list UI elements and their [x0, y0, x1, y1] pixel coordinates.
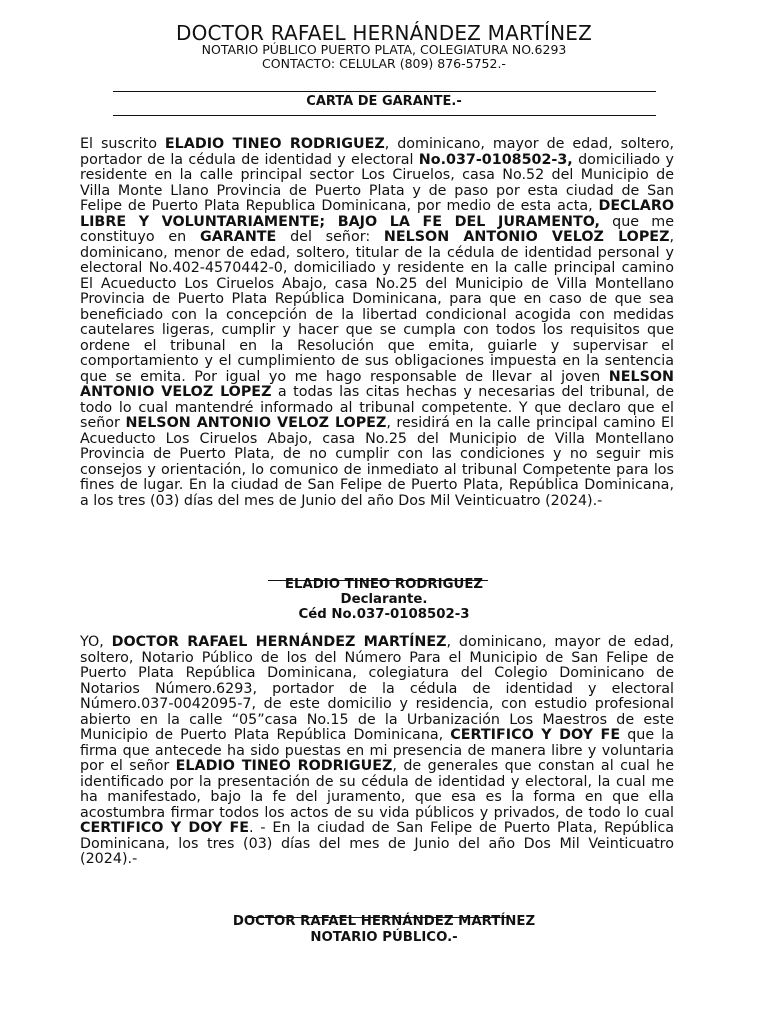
bold-text-run: NELSON ANTONIO VELOZ LOPEZ — [383, 229, 670, 245]
notary-signature-role: NOTARIO PÚBLICO.- — [310, 930, 458, 945]
header-rule-bottom — [113, 115, 656, 116]
text-run: , dominicano, mayor de edad, soltero, portador de la cédula de identidad y electoral — [80, 136, 674, 168]
bold-text-run: DOCTOR RAFAEL HERNÁNDEZ MARTÍNEZ — [111, 634, 447, 650]
text-run: domiciliado y residente en la calle principal sector Los Ciruelos, casa No.52 del Municipio de Villa Monte Llano Provincia de Puerto Plata y de paso por esta ciudad de San Felipe de Puerto Plata Republica Dominicana, por medio de esta acta, — [80, 151, 674, 214]
notary-credentials: NOTARIO PÚBLICO PUERTO PLATA, COLEGIATURA NO.6293 — [201, 42, 567, 57]
declarant-id: Céd No.037-0108502-3 — [298, 607, 470, 622]
declarant-role: Declarante. — [340, 592, 428, 607]
notary-certification-paragraph — [80, 635, 674, 868]
header-rule-top — [113, 91, 656, 92]
bold-text-run: NELSON ANTONIO VELOZ LOPEZ — [125, 415, 387, 431]
text-run: , dominicano, menor de edad, soltero, titular de la cédula de identidad personal y electoral No.402-4570442-0, domiciliado y residente en la calle principal camino El Acueducto Los Ciruelos Abajo, casa No.25 del Municipio de Villa Montellano Provincia de Puerto Plata República Dominicana, para que en caso de que sea beneficiado con la concepción de la libertad condicional acogida con medidas cautelares ligeras, cumplir y hacer que se cumpla con todos los requisitos que ordene el tribunal en la Resolución que emita, guiarle y supervisar el comportamiento y el cumplimiento de sus obligaciones impuesta en la sentencia que se emita. Por igual yo me hago responsable de llevar al joven — [80, 229, 674, 385]
notary-signature-name: DOCTOR RAFAEL HERNÁNDEZ MARTÍNEZ — [232, 914, 536, 929]
text-run: YO, — [80, 634, 112, 650]
bold-text-run: No.037-0108502-3, — [418, 151, 573, 168]
text-run: que me constituyo en — [80, 213, 674, 245]
bold-text-run: DECLARO LIBRE Y VOLUNTARIAMENTE; BAJO LA FE DEL JURAMENTO, — [80, 198, 674, 230]
bold-text-run: CERTIFICO Y DOY FE — [450, 727, 621, 743]
declarant-name: ELADIO TINEO RODRIGUEZ — [284, 577, 484, 592]
text-run: , residirá en la calle principal camino El Acueducto Los Ciruelos Abajo, casa No.25 del Municipio de Villa Montellano Provincia de Puerto Plata, de no cumplir con las condiciones y no seguir mis consejos y orientación, lo comunico de inmediato al tribunal Competente para los fines de lugar. En la ciudad de San Felipe de Puerto Plata, República Dominicana, a los tres (03) días del mes de Junio del año Dos Mil Veinticuatro (2024).- — [80, 415, 674, 509]
text-run: , dominicano, mayor de edad, soltero, Notario Público de los del Número Para el Municipio de San Felipe de Puerto Plata República Dominicana, colegiatura del Colegio Dominicano de Notarios Número.6293, portador de la cédula de identidad y electoral Número.037-0042095-7, de este domicilio y residencia, con estudio profesional abierto en la calle “05”casa No.15 de la Urbanización Los Maestros de este Municipio de Puerto Plata República Dominicana, — [80, 634, 674, 743]
bold-text-run: ELADIO TINEO RODRIGUEZ — [164, 136, 385, 152]
bold-text-run: ELADIO TINEO RODRIGUEZ — [175, 758, 393, 774]
notary-contact: CONTACTO: CELULAR (809) 876-5752.- — [262, 56, 506, 71]
text-run: El suscrito — [80, 136, 165, 152]
bold-text-run: GARANTE — [199, 229, 277, 245]
document-title: CARTA DE GARANTE.- — [306, 94, 462, 109]
bold-text-run: NELSON ANTONIO VELOZ LOPEZ — [80, 368, 674, 400]
guarantee-declaration-paragraph — [80, 137, 674, 509]
bold-text-run: CERTIFICO Y DOY FE — [80, 820, 250, 836]
text-run: . - En la ciudad de San Felipe de Puerto Plata, República Dominicana, los tres (03) días del mes de Junio del año Dos Mil Veinticuatro (2024).- — [80, 820, 674, 867]
notary-name-heading: DOCTOR RAFAEL HERNÁNDEZ MARTÍNEZ — [175, 21, 593, 45]
text-run: a todas las citas hechas y necesarias del tribunal, de todo lo cual mantendré informado al tribunal competente. Y que declaro que el señor — [80, 384, 674, 431]
text-run: , de generales que constan al cual he identificado por la presentación de su cédula de identidad y electoral, la cual me ha manifestado, bajo la fe del juramento, que esa es la forma en que ella acostumbra firmar todos los actos de su vida públicos y privados, de todo lo cual — [80, 758, 674, 821]
text-run: del señor: — [276, 229, 384, 245]
text-run: que la firma que antecede ha sido puestas en mi presencia de manera libre y voluntaria por el señor — [80, 727, 674, 774]
